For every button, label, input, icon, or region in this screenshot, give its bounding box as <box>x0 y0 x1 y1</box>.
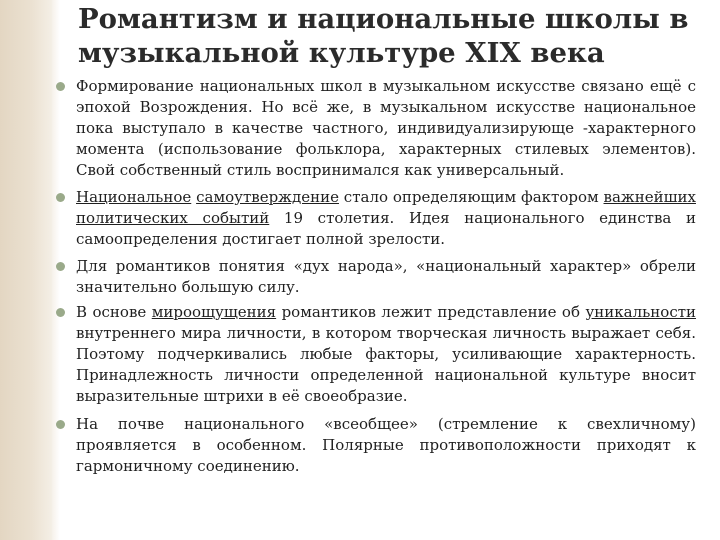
bullet-text: стало определяющим фактором <box>338 188 604 206</box>
bullet-item <box>0 414 696 477</box>
slide-title: Романтизм и национальные школы в музыкальной культуре XIX века <box>78 3 689 69</box>
underlined-term: самоутверждение <box>196 188 339 206</box>
bullet-item <box>0 302 696 407</box>
bullet-item <box>0 187 696 250</box>
bullet-marker-icon <box>56 420 65 429</box>
bullet-item <box>0 256 696 298</box>
bullet-text: 19 столетия. Идея национального единства и самоопределения достигает полной зрелости. <box>76 209 696 248</box>
bullet-marker-icon <box>56 308 65 317</box>
bullet-marker-icon <box>56 82 65 91</box>
bullet-marker-icon <box>56 193 65 202</box>
underlined-term: мироощущения <box>151 303 277 321</box>
bullet-text: романтиков лежит представление об <box>276 303 586 321</box>
underlined-term: важнейших политических событий <box>76 188 696 227</box>
underlined-term: Национальное <box>76 188 192 206</box>
bullet-text: Для романтиков понятия «дух народа», «национальный характер» обрели значительно большую силу. <box>76 257 696 296</box>
bullet-text: В основе <box>76 303 152 321</box>
bullet-text: Формирование национальных школ в музыкальном искусстве связано ещё с эпохой Возрождения. Но всё же, в музыкальном искусстве национальное пока выступало в качестве частного, индивидуализирующе -характерного момента (использование фольклора, характерных стилевых элементов). Свой собственный стиль воспринимался как универсальный. <box>76 77 696 179</box>
underlined-term: уникальности <box>585 303 697 321</box>
bullet-marker-icon <box>56 262 65 271</box>
bullet-text: внутреннего мира личности, в котором творческая личность выражает себя. Поэтому подчеркивались любые факторы, усиливающие характерность. Принадлежность личности определенной национальной культуре вносит выразительные штрихи в её своеобразие. <box>76 324 696 405</box>
bullet-text: На почве национального «всеобщее» (стремление к свехличному) проявляется в особенном. Полярные противоположности приходят к гармоничному соединению. <box>76 415 696 475</box>
bullet-item <box>0 76 696 181</box>
bullet-list <box>0 76 720 477</box>
